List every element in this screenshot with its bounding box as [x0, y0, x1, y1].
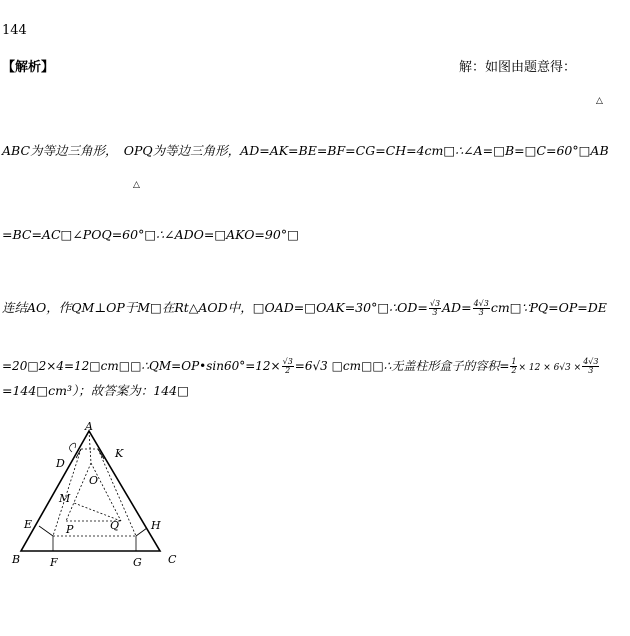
- solution-intro: 解：如图由题意得：: [459, 60, 577, 75]
- line3-text-c: cm□∵PQ=OP=DE: [490, 300, 607, 315]
- triangle-symbol-2: △: [133, 180, 140, 190]
- solution-line-2: =BC=AC□∠POQ=60°□∴∠ADO=□AKO=90°□: [2, 227, 299, 242]
- corner-e: [39, 526, 53, 536]
- analysis-tag: 【解析】: [2, 60, 55, 75]
- solution-line-1: ABC为等边三角形， OPQ为等边三角形，AD=AK=BE=BF=CG=CH=4cm□∴∠A=□B=□C=60°□AB: [2, 143, 609, 158]
- line-a-o: [89, 431, 91, 463]
- label-o: O: [89, 474, 99, 487]
- fraction-sqrt3-over-3: $\frac{√3}{3}$: [429, 299, 441, 317]
- label-c: C: [168, 553, 177, 566]
- triangle-symbol: △: [596, 96, 603, 106]
- label-g: G: [133, 556, 142, 569]
- angle-mark-d: [70, 443, 76, 452]
- line3-text-a: 连结AO，作QM⊥OP于M□在Rt△AOD中，□OAD=□OAK=30°□∴OD=: [2, 300, 428, 315]
- line4-text-b: =6√3 □cm□□∴无盖柱形盒子的容积=: [294, 359, 510, 373]
- label-k: K: [115, 447, 124, 460]
- answer-number: 144: [2, 23, 27, 38]
- label-f: F: [50, 556, 58, 569]
- geometry-figure: [8, 418, 208, 578]
- fraction-4sqrt3-over-3: $\frac{4√3}{3}$: [473, 299, 489, 317]
- line4-text-a: =20□2×4=12□cm□□∴QM=OP•sin60°=12×: [2, 359, 281, 373]
- line-o-q: [91, 463, 121, 521]
- fraction-sqrt3-over-2: $\frac{√3}{2}$: [282, 357, 293, 375]
- label-m: M: [59, 492, 71, 505]
- label-d: D: [56, 457, 65, 470]
- label-q: Q: [110, 519, 120, 532]
- corner-h: [136, 528, 147, 536]
- label-e: E: [24, 518, 33, 531]
- label-b: B: [12, 553, 21, 566]
- solution-line-5: =144□cm³）；故答案为：144□: [2, 383, 189, 398]
- solution-line-4: [2, 358, 600, 375]
- label-p: P: [66, 523, 74, 536]
- fraction-4sqrt3-over-3-b: $\frac{4√3}{3}$: [583, 357, 599, 375]
- line4-text-c: × 12 × 6√3 ×: [518, 363, 582, 373]
- line3-text-b: AD=: [442, 300, 472, 315]
- label-a: A: [85, 420, 93, 433]
- label-h: H: [151, 519, 161, 532]
- solution-line-3: [2, 300, 607, 317]
- fraction-1-over-2: $\frac{1}{2}$: [511, 357, 517, 375]
